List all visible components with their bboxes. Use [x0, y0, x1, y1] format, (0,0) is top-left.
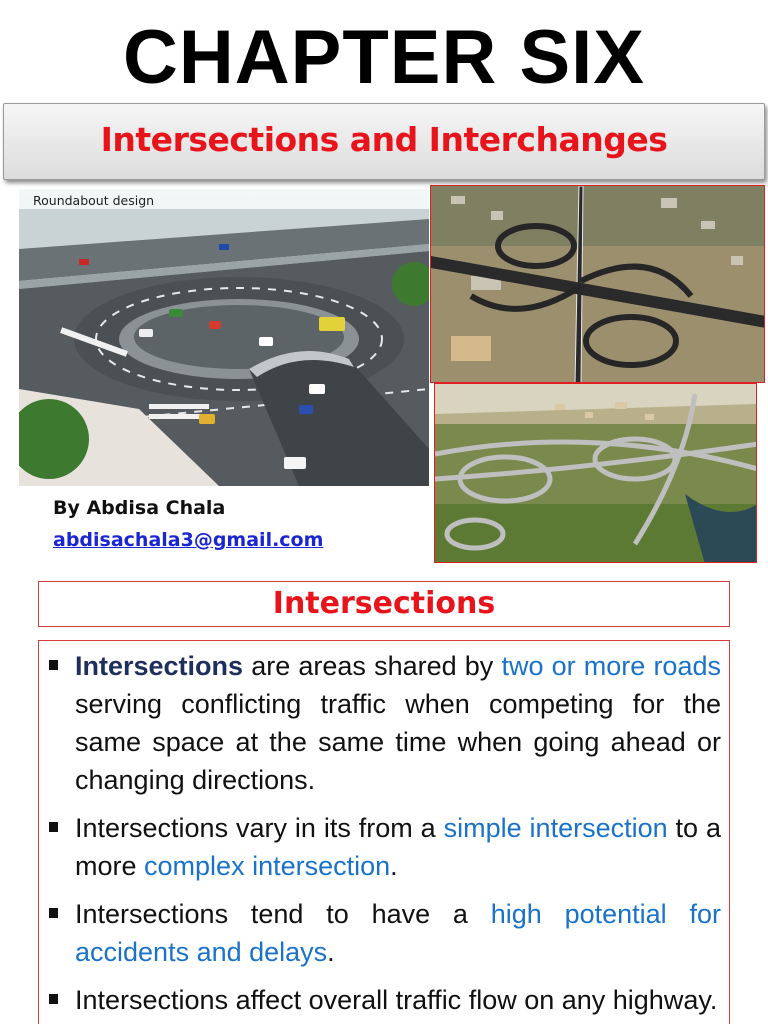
- bullet-text: Intersections affect overall traffic flow on any highway.: [75, 985, 718, 1015]
- bullet-item: [75, 647, 721, 799]
- interchange-illustration: [435, 384, 757, 563]
- roundabout-illustration: [19, 189, 429, 486]
- bullet-text: to a more: [75, 813, 722, 881]
- bullet-text: Intersections tend to have a: [75, 899, 491, 929]
- bullet-highlight: simple intersection: [443, 813, 668, 843]
- photo-caption: Roundabout design: [33, 193, 155, 208]
- bullet-term: Intersections: [75, 651, 244, 681]
- chapter-title: CHAPTER SIX: [123, 15, 645, 100]
- bullet-list: [75, 647, 721, 1019]
- subtitle-text: Intersections and Interchanges: [100, 120, 668, 159]
- content-box: [38, 640, 730, 1024]
- subtitle-banner: [3, 103, 765, 180]
- bullet-text: are areas shared by: [243, 651, 502, 681]
- bullet-highlight: high potential for accidents and delays: [75, 899, 722, 967]
- author-email-link[interactable]: abdisachala3@gmail.com: [53, 529, 324, 551]
- section-heading-box: [38, 581, 730, 627]
- author-name: By Abdisa Chala: [53, 497, 226, 519]
- bullet-text: Intersections vary in its from a: [75, 813, 444, 843]
- bullet-item: [75, 895, 721, 971]
- bullet-highlight: two or more roads: [501, 651, 721, 681]
- cloverleaf-aerial-photo: [430, 185, 765, 383]
- bullet-text: serving conflicting traffic when competing for the same space at the same time when going ahead or changing directions.: [75, 689, 721, 795]
- bullet-highlight: complex intersection: [144, 851, 391, 881]
- bullet-text: .: [327, 937, 335, 967]
- bullet-item: [75, 809, 721, 885]
- roundabout-photo: [19, 189, 429, 486]
- section-heading: Intersections: [272, 585, 496, 621]
- bullet-item: [75, 981, 721, 1019]
- bullet-text: .: [390, 851, 398, 881]
- cloverleaf-illustration: [431, 186, 765, 383]
- interchange-aerial-photo: [434, 383, 757, 563]
